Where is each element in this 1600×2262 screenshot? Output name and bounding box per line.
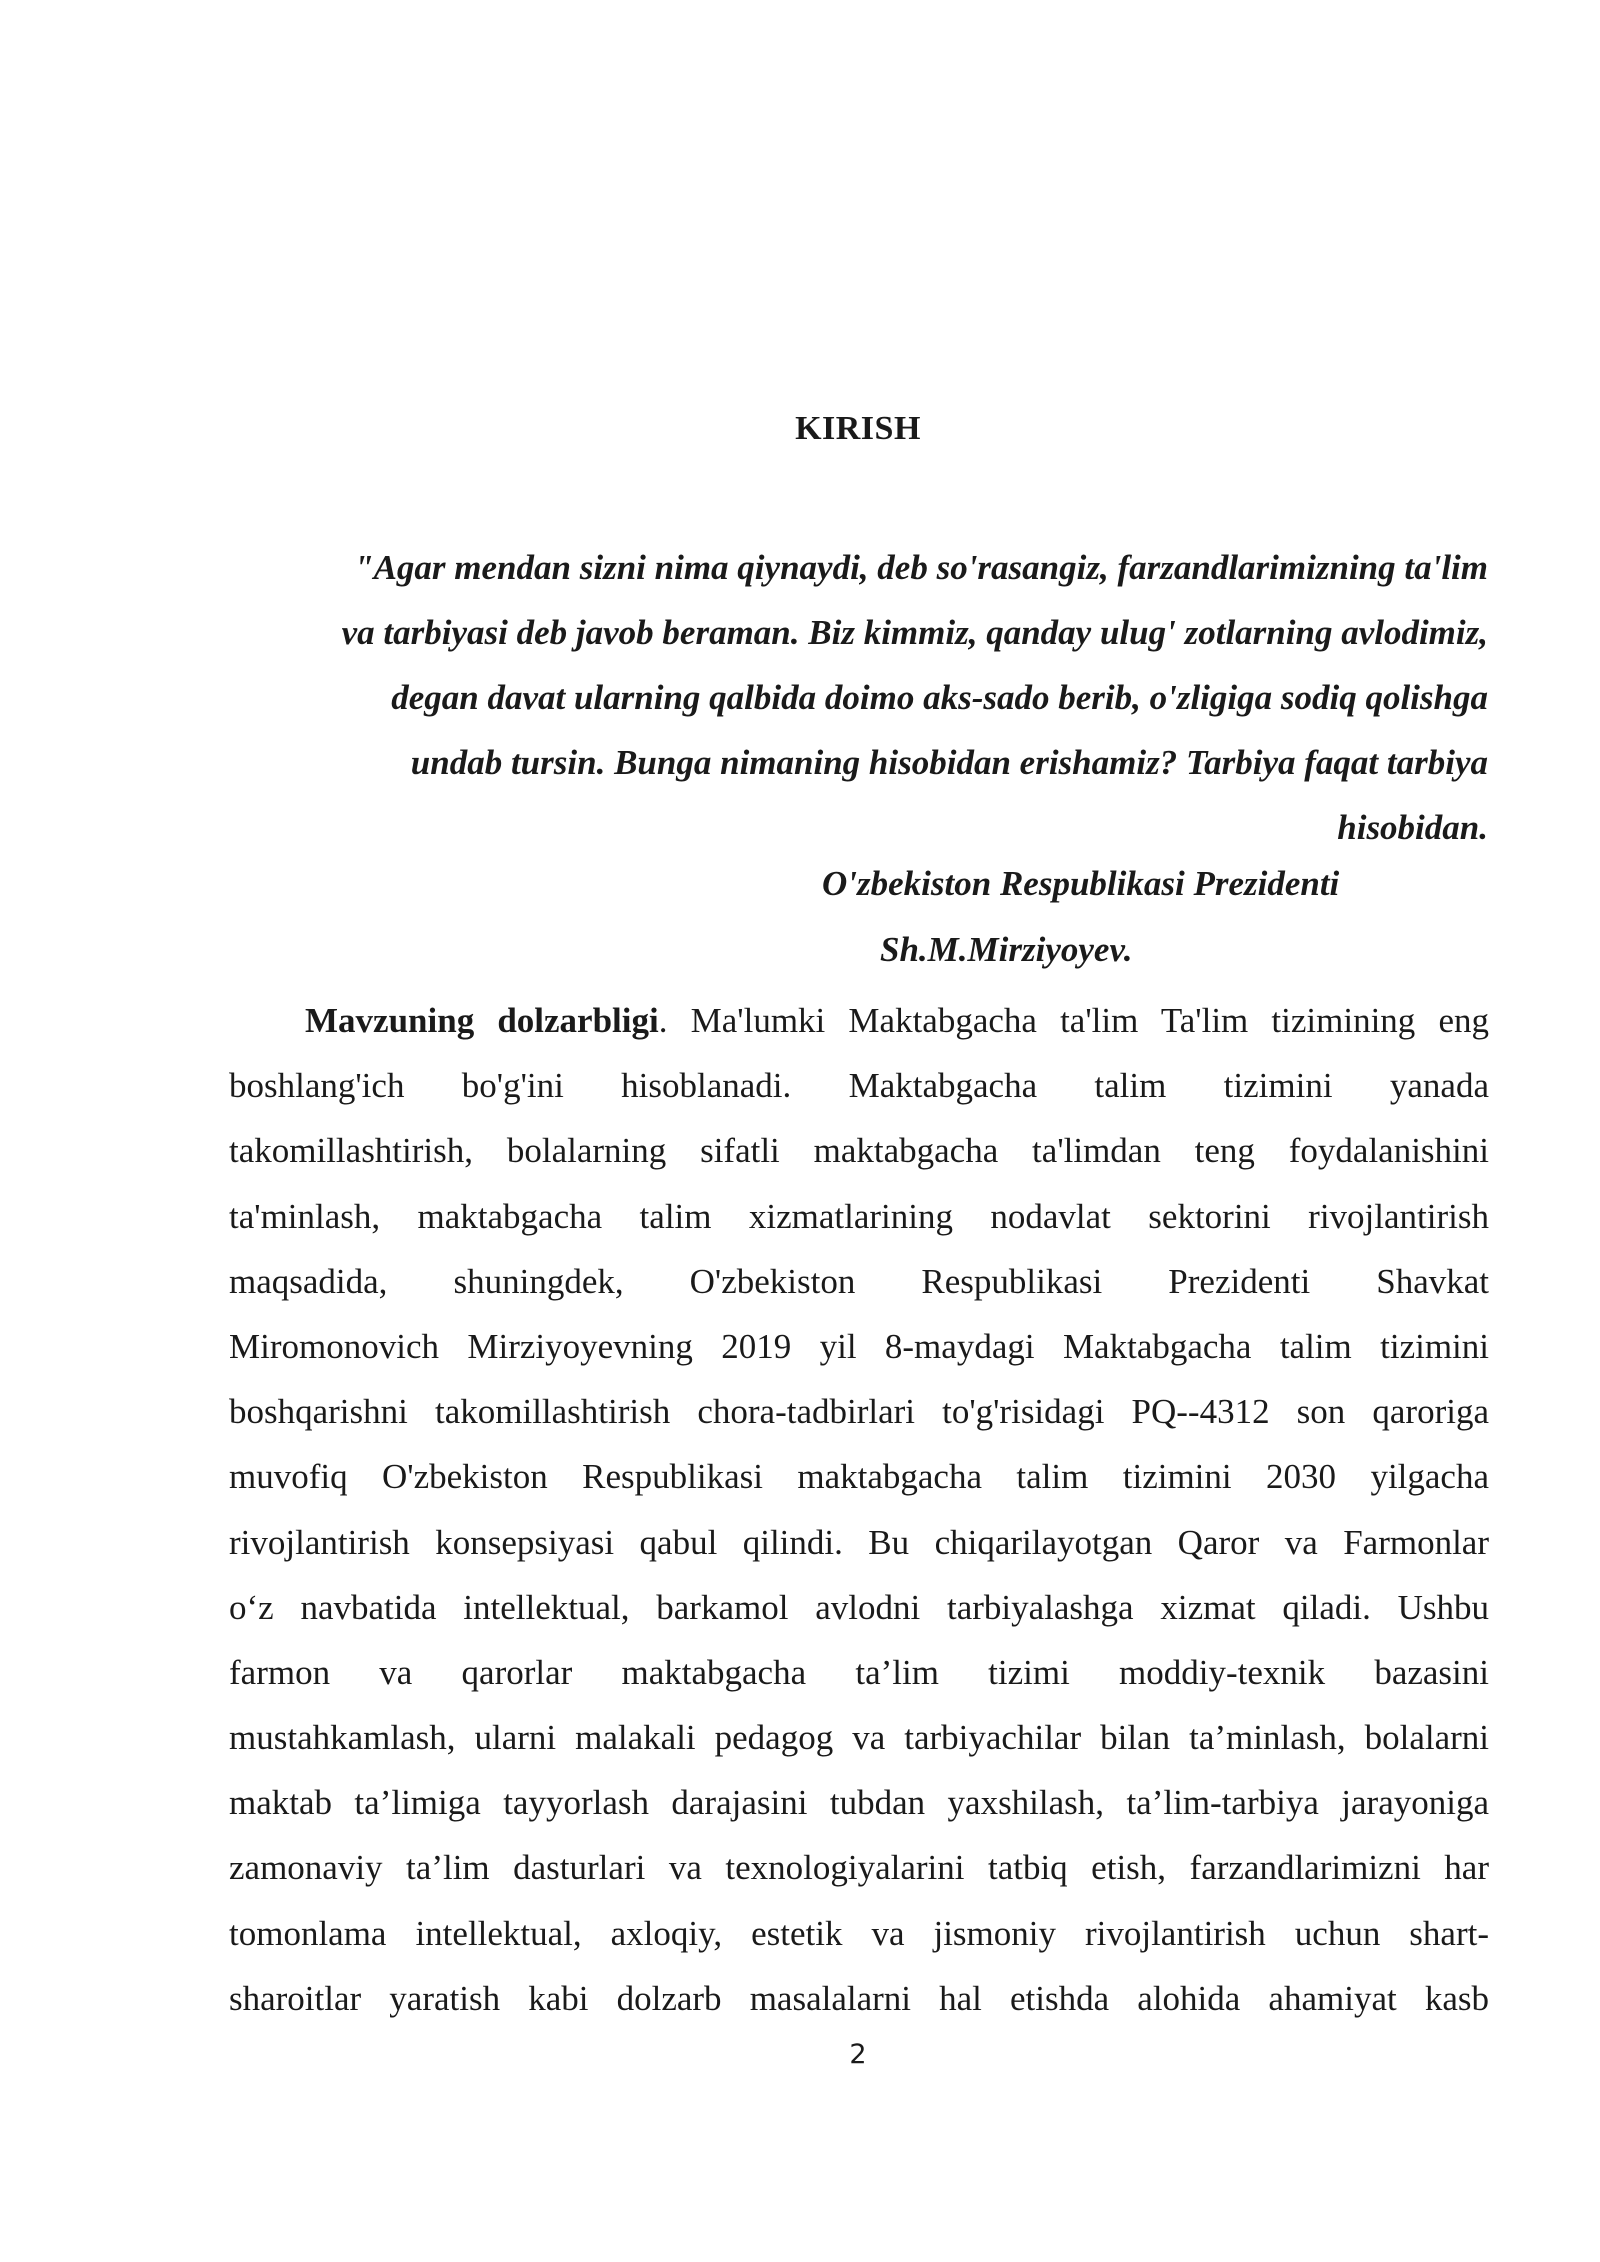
epigraph-line: undab tursin. Bunga nimaning hisobidan erishamiz? Tarbiya faqat tarbiya	[410, 743, 1488, 782]
paragraph-line: zamonaviy ta’lim dasturlari va texnologiyalarini tatbiq etish, farzandlarimizni har	[229, 1848, 1489, 1888]
epigraph-attribution-name: Sh.M.Mirziyoyev.	[880, 930, 1133, 969]
paragraph-first-line	[229, 988, 1489, 1053]
body-paragraph	[229, 988, 1489, 2031]
paragraph-line: mustahkamlash, ularni malakali pedagog va tarbiyachilar bilan ta’minlash, bolalarni	[229, 1718, 1489, 1758]
paragraph-line: sharoitlar yaratish kabi dolzarb masalalarni hal etishda alohida ahamiyat kasb	[229, 1978, 1489, 2018]
epigraph-line: hisobidan.	[1337, 808, 1488, 847]
epigraph-quote	[226, 535, 1488, 860]
paragraph-line: farmon va qarorlar maktabgacha ta’lim tizimi moddiy-texnik bazasini	[229, 1652, 1489, 1692]
paragraph-line: boshqarishni takomillashtirish chora-tadbirlari to'g'risidagi PQ--4312 son qaroriga	[229, 1392, 1489, 1432]
paragraph-line: Miromonovich Mirziyoyevning 2019 yil 8-maydagi Maktabgacha talim tizimini	[229, 1326, 1489, 1366]
paragraph-text: . Ma'lumki Maktabgacha ta'lim Ta'lim tizimining eng	[658, 1001, 1489, 1040]
page-number: 2	[849, 2039, 867, 2070]
paragraph-line: muvofiq O'zbekiston Respublikasi maktabgacha talim tizimini 2030 yilgacha	[229, 1457, 1489, 1497]
paragraph-line: maqsadida, shuningdek, O'zbekiston Respublikasi Prezidenti Shavkat	[229, 1261, 1489, 1301]
page-title: KIRISH	[795, 410, 921, 447]
epigraph-attribution-title: O'zbekiston Respublikasi Prezidenti	[822, 864, 1340, 903]
paragraph-line: o‘z navbatida intellektual, barkamol avlodni tarbiyalashga xizmat qiladi. Ushbu	[229, 1587, 1489, 1627]
epigraph-line: "Agar mendan sizni nima qiynaydi, deb so'rasangiz, farzandlarimizning ta'lim	[354, 548, 1488, 587]
paragraph-line: rivojlantirish konsepsiyasi qabul qilindi. Bu chiqarilayotgan Qaror va Farmonlar	[229, 1522, 1489, 1562]
epigraph-line: va tarbiyasi deb javob beraman. Biz kimmiz, qanday ulug' zotlarning avlodimiz,	[341, 613, 1488, 652]
epigraph-line: degan davat ularning qalbida doimo aks-sado berib, o'zligiga sodiq qolishga	[391, 678, 1488, 717]
paragraph-line: maktab ta’limiga tayyorlash darajasini tubdan yaxshilash, ta’lim-tarbiya jarayoniga	[229, 1783, 1489, 1823]
section-title: Mavzuning dolzarbligi	[305, 1001, 659, 1040]
paragraph-line: boshlang'ich bo'g'ini hisoblanadi. Maktabgacha talim tizimini yanada	[229, 1066, 1489, 1106]
paragraph-line: tomonlama intellektual, axloqiy, estetik va jismoniy rivojlantirish uchun shart-	[229, 1913, 1489, 1953]
paragraph-line: ta'minlash, maktabgacha talim xizmatlarining nodavlat sektorini rivojlantirish	[229, 1196, 1489, 1236]
paragraph-line: takomillashtirish, bolalarning sifatli maktabgacha ta'limdan teng foydalanishini	[229, 1131, 1489, 1171]
